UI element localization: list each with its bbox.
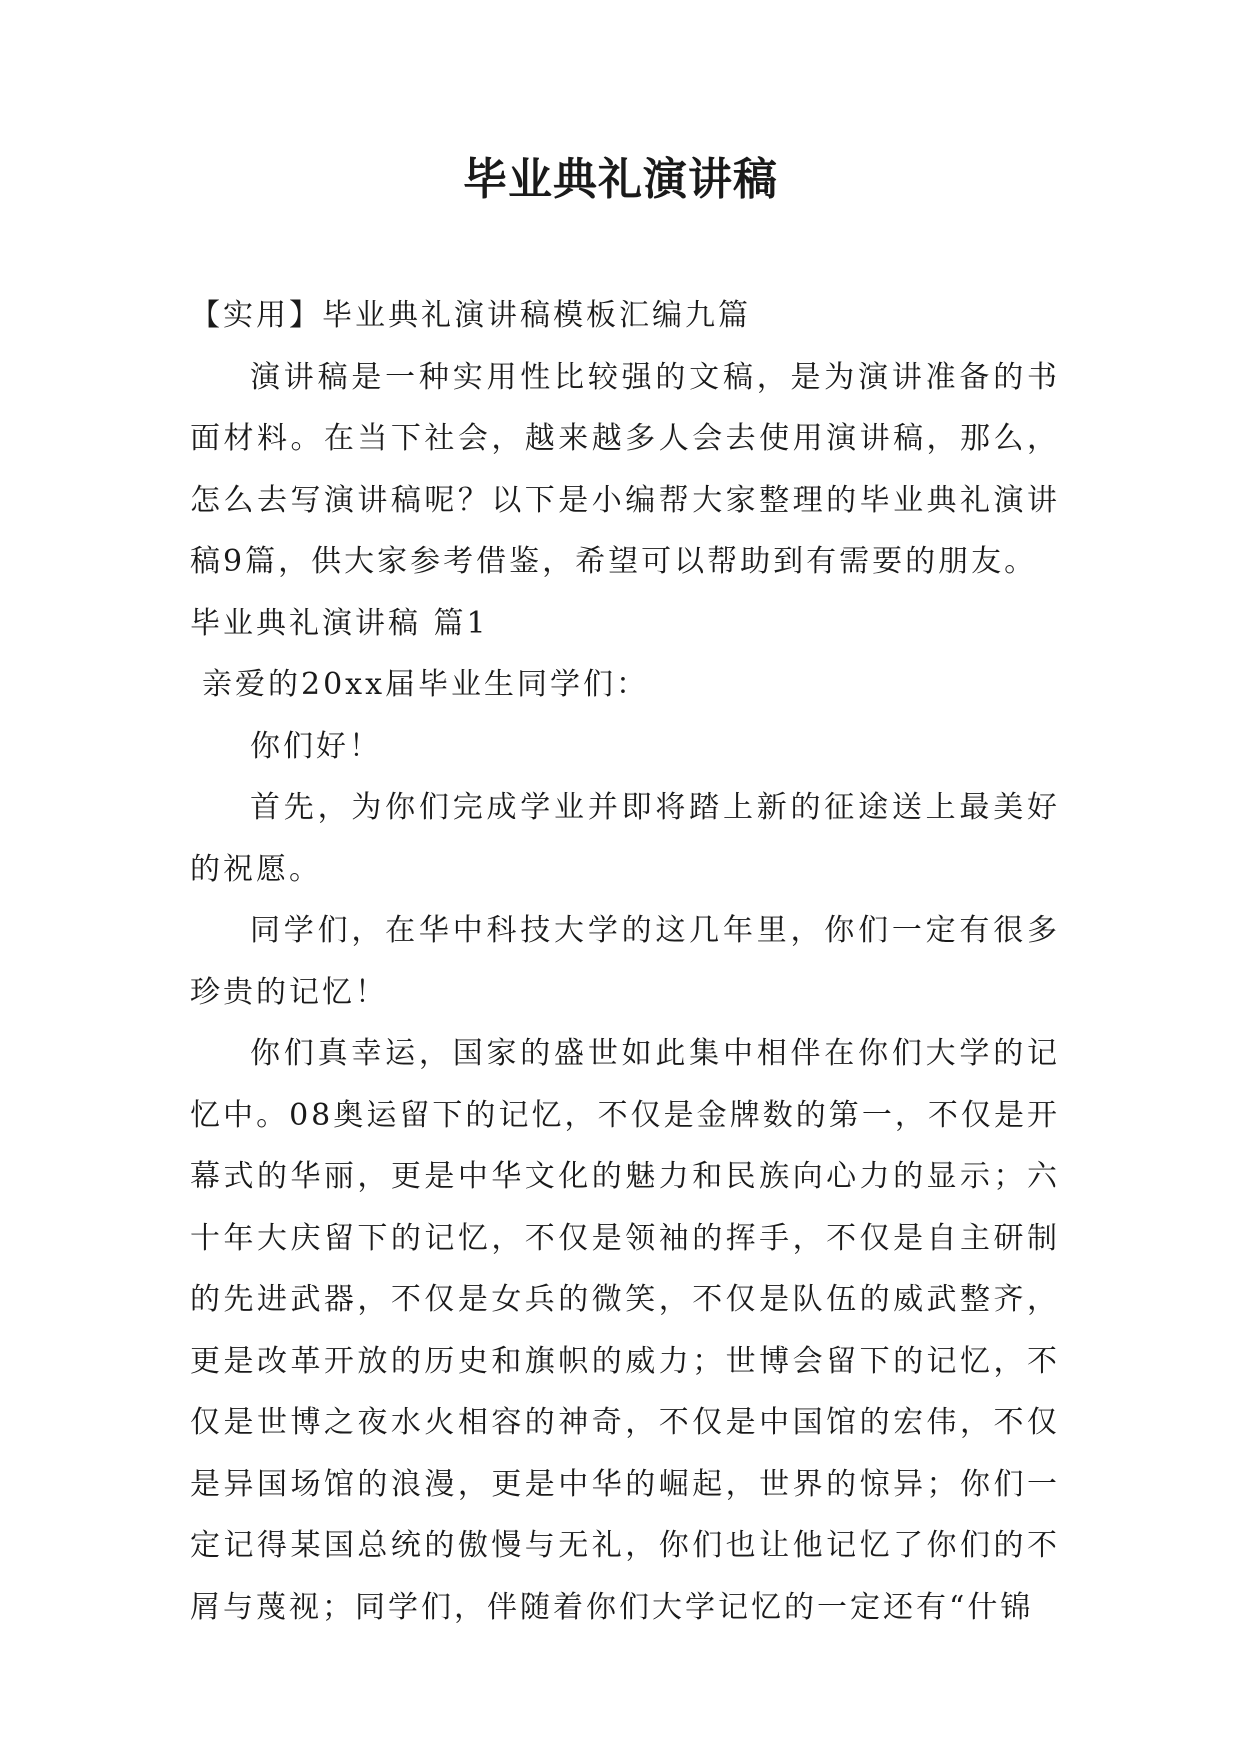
document-title: 毕业典礼演讲稿 <box>463 154 778 205</box>
document-body <box>190 285 1060 1638</box>
body-paragraph: 你们真幸运，国家的盛世如此集中相伴在你们大学的记忆中。08奥运留下的记忆，不仅是金牌数的第一，不仅是开幕式的华丽，更是中华文化的魅力和民族向心力的显示；六十年大庆留下的记忆，不仅是领袖的挥手，不仅是自主研制的先进武器，不仅是女兵的微笑，不仅是队伍的威武整齐，更是改革开放的历史和旗帜的威力；世博会留下的记忆，不仅是世博之夜水火相容的神奇，不仅是中国馆的宏伟，不仅是异国场馆的浪漫，更是中华的崛起，世界的惊异；你们一定记得某国总统的傲慢与无礼，你们也让他记忆了你们的不屑与蔑视；同学们，伴随着你们大学记忆的一定还有“什锦 <box>190 1036 1060 1625</box>
section-heading: 毕业典礼演讲稿 篇1 <box>190 605 489 641</box>
greeting-paragraph: 你们好！ <box>250 728 382 764</box>
document-subtitle: 【实用】毕业典礼演讲稿模板汇编九篇 <box>190 298 751 333</box>
body-paragraph: 同学们，在华中科技大学的这几年里，你们一定有很多珍贵的记忆！ <box>190 913 1060 1010</box>
salutation: 亲爱的20xx届毕业生同学们： <box>202 667 650 702</box>
body-paragraph: 首先，为你们完成学业并即将踏上新的征途送上最美好的祝愿。 <box>190 790 1060 887</box>
intro-paragraph: 演讲稿是一种实用性比较强的文稿，是为演讲准备的书面材料。在当下社会，越来越多人会去使用演讲稿，那么，怎么去写演讲稿呢？以下是小编帮大家整理的毕业典礼演讲稿9篇，供大家参考借鉴，希望可以帮助到有需要的朋友。 <box>190 359 1060 579</box>
